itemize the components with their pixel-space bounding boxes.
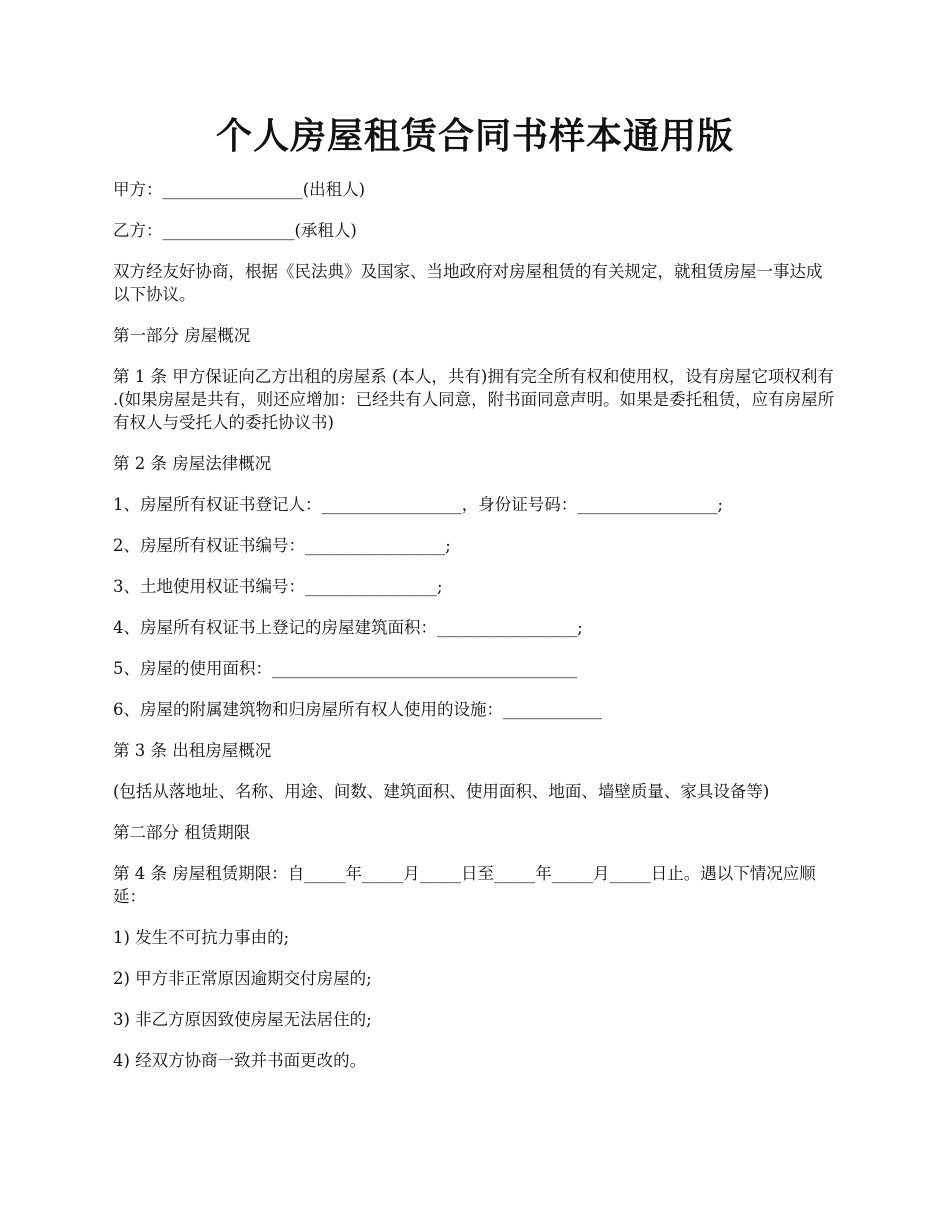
article-4: 第 4 条 房屋租赁期限：自_____年_____月_____日至_____年_____月_____日止。遇以下情况应顺延： — [113, 864, 816, 906]
legal-item-2: 2、房屋所有权证书编号：_________________; — [113, 536, 451, 555]
intro-paragraph: 双方经友好协商，根据《民法典》及国家、当地政府对房屋租赁的有关规定，就租赁房屋一事达成以下协议。 — [113, 262, 823, 304]
legal-item-3: 3、土地使用权证书编号：________________; — [113, 577, 443, 596]
document-body — [113, 178, 840, 1090]
document-title: 个人房屋租赁合同书样本通用版 — [215, 115, 734, 157]
extension-item-3: 3) 非乙方原因致使房屋无法居住的; — [113, 1010, 372, 1029]
party-b-line: 乙方：________________(承租人) — [113, 221, 357, 240]
part-two-heading: 第二部分 租赁期限 — [113, 823, 251, 842]
legal-item-1: 1、房屋所有权证书登记人：_________________，身份证号码：_________________; — [113, 495, 724, 514]
article-1: 第 1 条 甲方保证向乙方出租的房屋系 (本人，共有)拥有完全所有权和使用权，设有房屋它项权利有 .(如果房屋是共有，则还应增加：已经共有人同意，附书面同意声明。如果是委托租赁，应有房屋所有权人与受托人的委托协议书) — [113, 367, 840, 432]
article-3-heading: 第 3 条 出租房屋概况 — [113, 741, 272, 760]
legal-item-5: 5、房屋的使用面积：_____________________________________ — [113, 659, 578, 678]
party-a-line: 甲方：_________________(出租人) — [113, 180, 366, 199]
extension-item-4: 4) 经双方协商一致并书面更改的。 — [113, 1051, 367, 1070]
part-one-heading: 第一部分 房屋概况 — [113, 326, 251, 345]
extension-item-2: 2) 甲方非正常原因逾期交付房屋的; — [113, 969, 372, 988]
article-3-detail: (包括从落地址、名称、用途、间数、建筑面积、使用面积、地面、墙壁质量、家具设备等) — [113, 782, 770, 801]
extension-item-1: 1) 发生不可抗力事由的; — [113, 928, 290, 947]
legal-item-4: 4、房屋所有权证书上登记的房屋建筑面积：_________________; — [113, 618, 583, 637]
article-2-heading: 第 2 条 房屋法律概况 — [113, 454, 272, 473]
legal-item-6: 6、房屋的附属建筑物和归房屋所有权人使用的设施：____________ — [113, 700, 602, 719]
